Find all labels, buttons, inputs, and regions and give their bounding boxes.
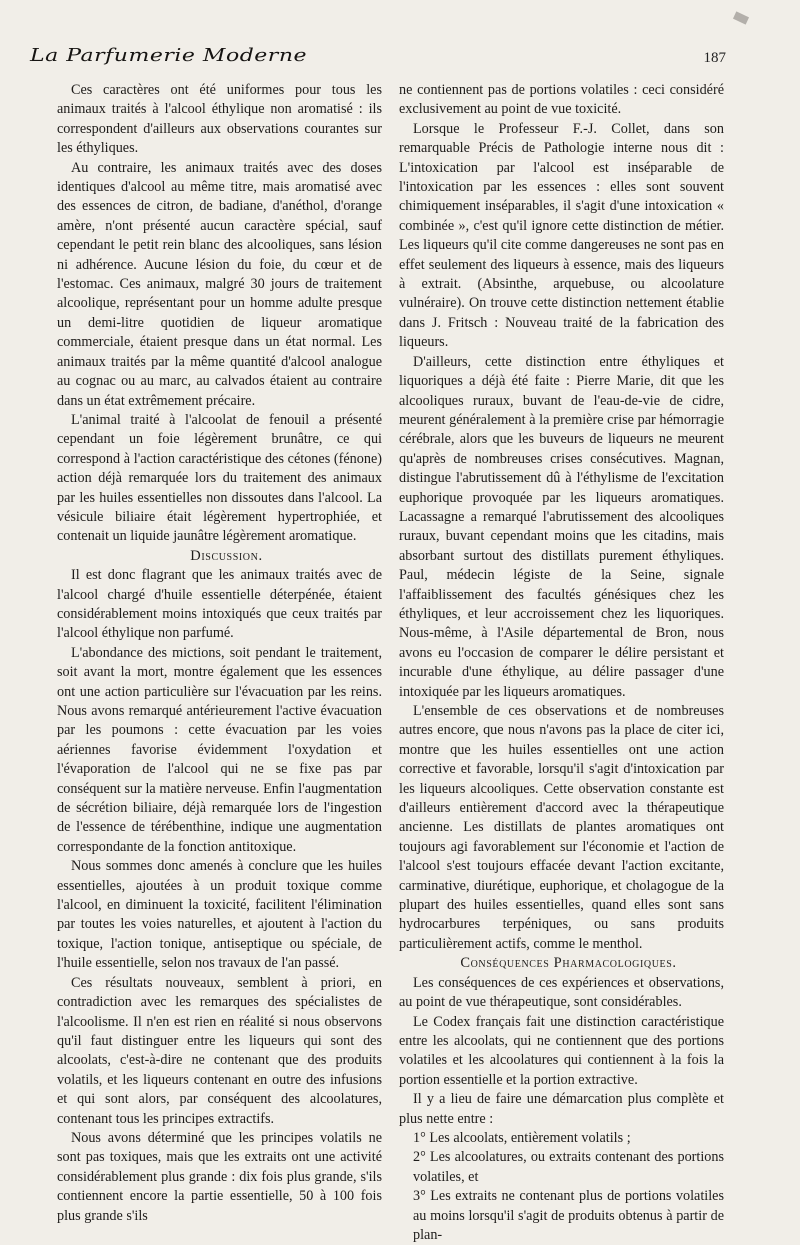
paragraph: D'ailleurs, cette distinction entre éthyliques et liquoriques a déjà été faite : Pierre Marie, dit que les alcooliques ruraux, buvant de l'eau-de-vie de cidre, meurent généralement à la première crise par hémorragie cérébrale, alors que les buveurs de liqueurs ne meurent qu'après de nombreuses crises consécutives. Magnan, distingue l'abrutissement dû à l'éthylisme de l'excitation euphorique provoquée par les liqueurs aromatiques. Lacassagne a remarqué l'abrutissement des alcooliques ruraux, buvant cependant moins que les citadins, mais absorbant surtout des distillats purement éthyliques. Paul, médecin légiste de la Seine, signale l'affaiblissement des facultés génésiques chez les éthyliques, et leur accroissement chez les liquoriques. Nous-même, à l'Asile départemental de Bron, nous avons eu l'occasion de comparer le délire persistant et incurable d'une éthylique, au délire passager d'une intoxiquée par les liqueurs aromatiques. bbox=[399, 353, 724, 700]
paragraph: Il y a lieu de faire une démarcation plus complète et plus nette entre : bbox=[399, 1091, 724, 1127]
paragraph: Lorsque le Professeur F.-J. Collet, dans son remarquable Précis de Pathologie interne nous dit : L'intoxication par l'alcool est inséparable de l'intoxication par les essences : elles sont souvent chimiquement inséparables, il s'agit d'une intoxication « combinée », c'est qu'il ignore cette distinction de métier. Les liqueurs qu'il cite comme dangereuses ne sont pas en effet seulement des liqueurs à essence, mais des liqueurs à extrait. (Absinthe, arquebuse, ou alcoolature vulnéraire). On trouve cette distinction nettement établie dans J. Fritsch : Nouveau traité de la fabrication des liqueurs. bbox=[399, 120, 724, 351]
page-corner-mark bbox=[733, 11, 749, 24]
paragraph: Le Codex français fait une distinction caractéristique entre les alcoolats, qui ne contiennent que des portions volatiles et les alcoolatures qui contiennent à la fois la portion essentielle et la portion extractive. bbox=[399, 1013, 724, 1088]
paragraph: Nous avons déterminé que les principes volatils ne sont pas toxiques, mais que les extraits ont une activité considérablement plus grande : dix fois plus grande, s'ils contiennent encore la partie essentielle, 50 à 100 fois plus grande s'ils bbox=[57, 1129, 382, 1224]
right-column bbox=[399, 81, 724, 1245]
list-item: 2° Les alcoolatures, ou extraits contenant des portions volatiles, et bbox=[413, 1149, 724, 1185]
paragraph: Il est donc flagrant que les animaux traités avec de l'alcool chargé d'huile essentielle déterpénée, étaient considérablement moins intoxiqués que ceux traités par l'alcool éthylique non parfumé. bbox=[57, 567, 382, 642]
paragraph: L'abondance des mictions, soit pendant le traitement, soit avant la mort, montre également que les essences ont une action particulière sur l'évacuation par les reins. Nous avons remarqué antérieurement l'active évacuation par les poumons : cette évacuation par les voies aériennes favorise évidemment l'oxydation et l'évaporation de l'alcool qui ne se fixe pas par conséquent sur la matière nerveuse. Enfin l'augmentation de sécrétion biliaire, déjà remarquée lors de l'ingestion de l'essence de térébenthine, indique une augmentation correspondante de la fonction antitoxique. bbox=[57, 644, 382, 855]
paragraph: Ces résultats nouveaux, semblent à priori, en contradiction avec les remarques des spécialistes de l'alcoolisme. Il n'en est rien en réalité si nous observons qu'il faut distinguer entre les liqueurs qui sont des alcoolats, c'est-à-dire ne contenant que des produits volatils, et les liqueurs contenant en outre des infusions et qui sont alors, par conséquent des alcoolatures, contenant tous les principes extractifs. bbox=[57, 974, 382, 1127]
left-column bbox=[57, 81, 382, 1226]
journal-masthead: La Parfumerie Moderne bbox=[30, 46, 308, 66]
page-header bbox=[30, 46, 730, 78]
paragraph: ne contiennent pas de portions volatiles : ceci considéré exclusivement au point de vue toxicité. bbox=[399, 82, 724, 118]
list-item: 3° Les extraits ne contenant plus de portions volatiles au moins lorsqu'il s'agit de produits obtenus à partir de plan- bbox=[413, 1188, 724, 1243]
paragraph: Nous sommes donc amenés à conclure que les huiles essentielles, ajoutées à un produit toxique comme l'alcool, en diminuent la toxicité, facilitent l'élimination par toutes les voies naturelles, et ajoutent à l'action du toxique, l'action tonique, antiseptique ou spéciale, de l'huile essentielle, selon nos travaux de l'an passé. bbox=[57, 858, 382, 972]
list-item: 1° Les alcoolats, entièrement volatils ; bbox=[413, 1129, 631, 1146]
paragraph: Ces caractères ont été uniformes pour tous les animaux traités à l'alcool éthylique non aromatisé : ils correspondent d'ailleurs aux observations courantes sur les éthyliques. bbox=[57, 82, 382, 157]
paragraph: L'animal traité à l'alcoolat de fenouil a présenté cependant un foie légèrement brunâtre, ce qui correspond à l'action caractéristique des cétones (fénone) action déjà remarquée lors du traitement des animaux par les huiles essentielles non dissoutes dans l'alcool. La vésicule biliaire était légèrement hypertrophiée, et contenait un liquide jaunâtre légèrement aromatique. bbox=[57, 411, 382, 545]
paragraph: L'ensemble de ces observations et de nombreuses autres encore, que nous n'avons pas la place de citer ici, montre que les huiles essentielles ont une action corrective et favorable, lorsqu'il s'agit d'intoxication par les liqueurs alcooliques. Cette observation constante est d'ailleurs entièrement d'accord avec la thérapeutique ancienne. Les distillats de plantes aromatiques ont toujours agi favorablement sur l'économie et l'action de l'alcool s'est toujours effacée devant l'action excitante, carminative, diurétique, euphorique, et cholagogue de la plupart des huiles essentielles, quand elles sont sans hydrocarbures terpéniques, ou sans produits particulièrement actifs, comme le menthol. bbox=[399, 703, 724, 952]
section-heading-discussion: Discussion. bbox=[190, 547, 263, 564]
paragraph: Les conséquences de ces expériences et observations, au point de vue thérapeutique, sont considérables. bbox=[399, 974, 724, 1011]
page-number: 187 bbox=[703, 50, 726, 66]
section-heading-consequences: Conséquences Pharmacologiques. bbox=[460, 955, 677, 972]
paragraph: Au contraire, les animaux traités avec des doses identiques d'alcool au même titre, mais aromatisé avec des essences de citron, de badiane, d'anéthol, d'orange amère, n'ont présenté aucun caractère spécial, sauf cependant le petit rein blanc des alcooliques, sans lésion ni adhérence. Aucune lésion du foie, du cœur et de l'estomac. Ces animaux, malgré 30 jours de traitement alcoolique, représentant pour un homme adulte presque un demi-litre quotidien de liqueur aromatique commerciale, étaient presque dans un état normal. Les animaux traités par la même quantité d'alcool analogue au cognac ou au marc, au calvados étaient au contraire dans un état extrêmement précaire. bbox=[57, 159, 382, 409]
